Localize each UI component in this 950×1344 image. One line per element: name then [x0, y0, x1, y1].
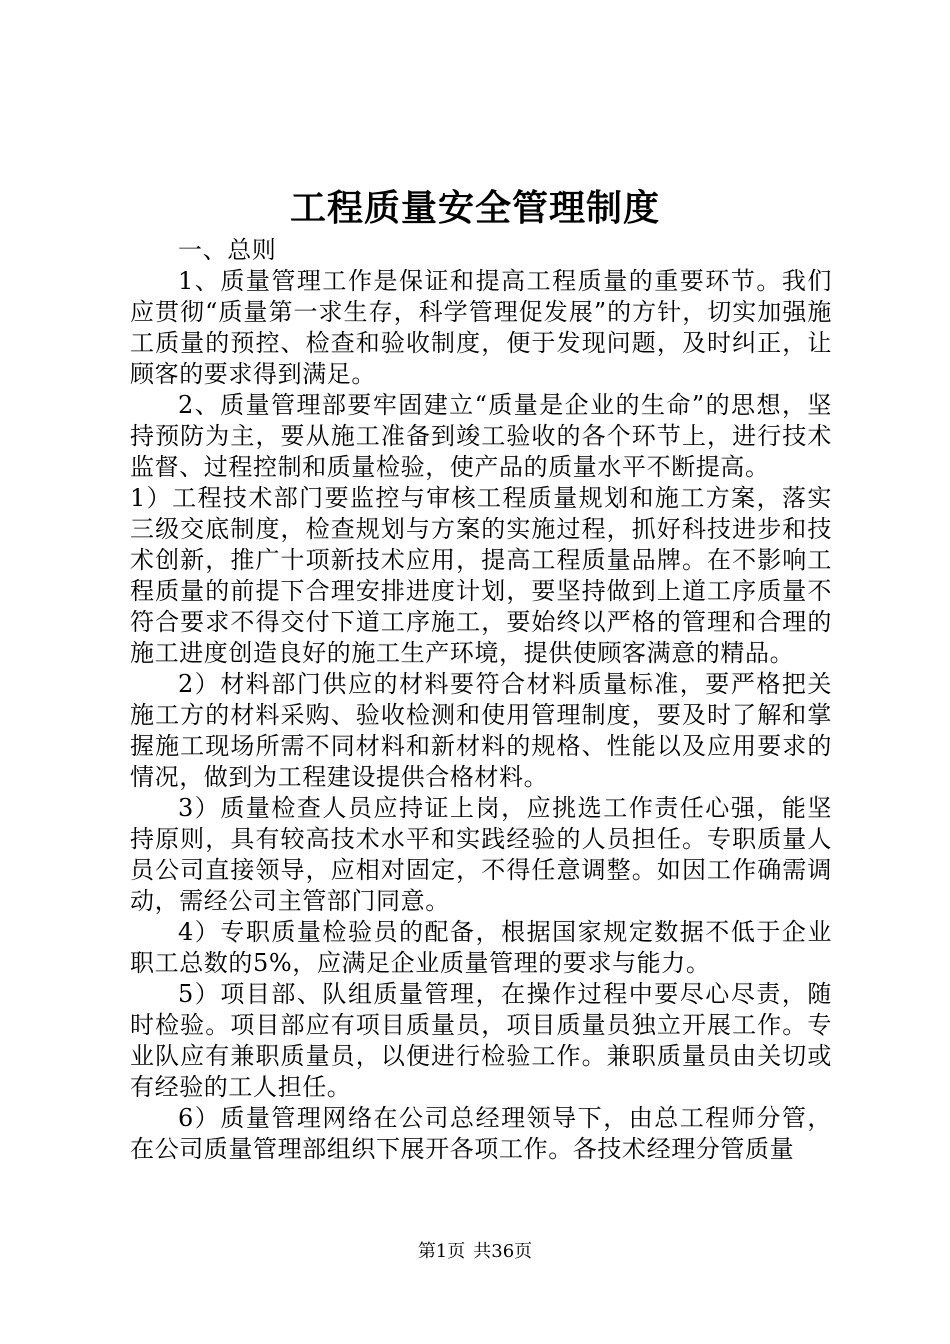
page-total: 共36页	[473, 1241, 533, 1262]
document-title: 工程质量安全管理制度	[289, 187, 660, 229]
paragraph: 3）质量检查人员应持证上岗，应挑选工作责任心强，能坚持原则，具有较高技术水平和实践经验的人员担任。专职质量人员公司直接领导，应相对固定，不得任意调整。如因工作确需调动，需经公司主管部门同意。	[130, 794, 832, 915]
document-body	[130, 235, 832, 1165]
paragraph: 2、质量管理部要牢固建立“质量是企业的生命”的思想，坚持预防为主，要从施工准备到竣工验收的各个环节上，进行技术监督、过程控制和质量检验，使产品的质量水平不断提高。	[130, 391, 832, 481]
page-footer	[0, 1240, 950, 1264]
page-number: 第1页	[417, 1241, 466, 1262]
section-heading: 一、总则	[178, 236, 277, 264]
paragraph: 1）工程技术部门要监控与审核工程质量规划和施工方案，落实三级交底制度，检查规划与方案的实施过程，抓好科技进步和技术创新，推广十项新技术应用，提高工程质量品牌。在不影响工程质量的前提下合理安排进度计划，要坚持做到上道工序质量不符合要求不得交付下道工序施工，要始终以严格的管理和合理的施工进度创造良好的施工生产环境，提供使顾客满意的精品。	[130, 484, 832, 667]
paragraph: 5）项目部、队组质量管理，在操作过程中要尽心尽责，随时检验。项目部应有项目质量员，项目质量员独立开展工作。专业队应有兼职质量员，以便进行检验工作。兼职质量员由关切或有经验的工人担任。	[130, 980, 832, 1101]
paragraph: 2）材料部门供应的材料要符合材料质量标准，要严格把关施工方的材料采购、验收检测和使用管理制度，要及时了解和掌握施工现场所需不同材料和新材料的规格、性能以及应用要求的情况，做到为工程建设提供合格材料。	[130, 670, 832, 791]
paragraph: 1、质量管理工作是保证和提高工程质量的重要环节。我们应贯彻“质量第一求生存，科学管理促发展”的方针，切实加强施工质量的预控、检查和验收制度，便于发现问题，及时纠正，让顾客的要求得到满足。	[130, 267, 832, 388]
paragraph: 4）专职质量检验员的配备，根据国家规定数据不低于企业职工总数的5%，应满足企业质量管理的要求与能力。	[130, 918, 832, 977]
paragraph: 6）质量管理网络在公司总经理领导下，由总工程师分管，在公司质量管理部组织下展开各项工作。各技术经理分管质量	[130, 1104, 832, 1163]
